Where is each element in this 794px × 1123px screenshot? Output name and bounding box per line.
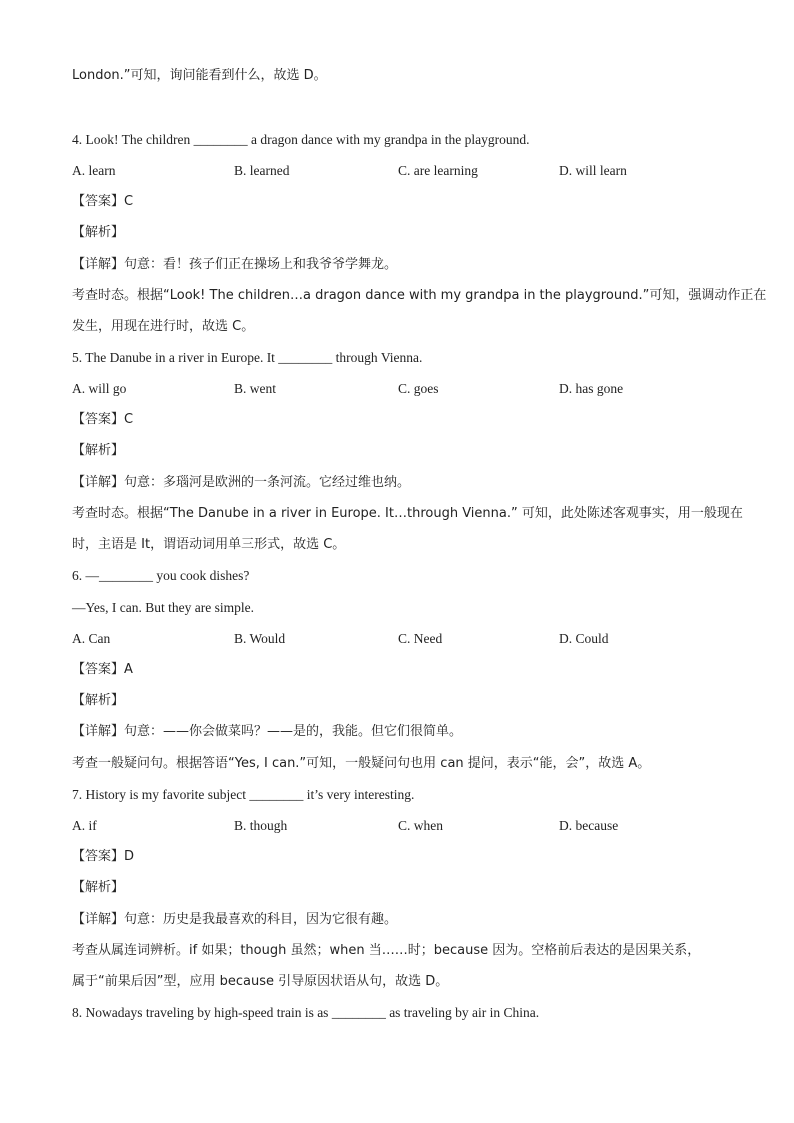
option-c: C. when — [398, 818, 443, 833]
question-5-options — [72, 380, 722, 398]
answer-label: 【答案】C — [72, 412, 134, 427]
explanation-line: 属于“前果后因”型，应用 because 引导原因状语从句，故选 D。 — [72, 974, 449, 989]
option-c: C. are learning — [398, 163, 478, 178]
explanation-line: 考查时态。根据“Look! The children…a dragon dance with my grandpa in the playground.”可知，强调动作正在 — [72, 288, 767, 303]
explanation-line: 发生，用现在进行时，故选 C。 — [72, 319, 255, 334]
question-4-options — [72, 162, 722, 180]
option-d: D. Could — [559, 631, 609, 646]
explanation-line: 【详解】句意：多瑙河是欧洲的一条河流。它经过维也纳。 — [72, 475, 411, 490]
question-8: 8. Nowadays traveling by high-speed train is as ________ as traveling by air in China. — [72, 1005, 540, 1020]
option-d: D. will learn — [559, 163, 627, 178]
answer-label: 【答案】A — [72, 662, 133, 677]
analysis-label: 【解析】 — [72, 443, 125, 458]
analysis-label: 【解析】 — [72, 225, 125, 240]
option-a: A. will go — [72, 381, 127, 396]
option-a: A. Can — [72, 631, 111, 646]
option-b: B. went — [234, 381, 276, 396]
question-7: 7. History is my favorite subject ________ it’s very interesting. — [72, 787, 415, 802]
question-4: 4. Look! The children ________ a dragon dance with my grandpa in the playground. — [72, 132, 530, 147]
question-7-options — [72, 817, 722, 835]
explanation-line: 考查从属连词辨析。if 如果；though 虽然；when 当……时；because 因为。空格前后表达的是因果关系， — [72, 943, 701, 958]
question-6-options — [72, 630, 722, 648]
explanation-line: 考查一般疑问句。根据答语“Yes, I can.”可知，一般疑问句也用 can 提问，表示“能，会”，故选 A。 — [72, 756, 651, 771]
option-d: D. has gone — [559, 381, 624, 396]
option-c: C. Need — [398, 631, 443, 646]
question-6-dialogue: —Yes, I can. But they are simple. — [72, 600, 254, 615]
option-c: C. goes — [398, 381, 439, 396]
option-d: D. because — [559, 818, 619, 833]
question-5: 5. The Danube in a river in Europe. It ________ through Vienna. — [72, 350, 423, 365]
answer-label: 【答案】D — [72, 849, 135, 864]
explanation-line: 【详解】句意：——你会做菜吗？——是的，我能。但它们很简单。 — [72, 724, 463, 739]
explanation-line: 时，主语是 It，谓语动词用单三形式，故选 C。 — [72, 537, 346, 552]
answer-label: 【答案】C — [72, 194, 134, 209]
analysis-label: 【解析】 — [72, 693, 125, 708]
option-b: B. though — [234, 818, 288, 833]
option-b: B. learned — [234, 163, 290, 178]
option-b: B. Would — [234, 631, 286, 646]
analysis-label: 【解析】 — [72, 880, 125, 895]
explanation-line: 【详解】句意：历史是我最喜欢的科目，因为它很有趣。 — [72, 912, 398, 927]
option-a: A. learn — [72, 163, 116, 178]
explanation-line: 考查时态。根据“The Danube in a river in Europe. It…through Vienna.” 可知，此处陈述客观事实，用一般现在 — [72, 506, 743, 521]
explanation-line: 【详解】句意：看！孩子们正在操场上和我爷爷学舞龙。 — [72, 257, 398, 272]
option-a: A. if — [72, 818, 97, 833]
text-line: London.”可知，询问能看到什么，故选 D。 — [72, 68, 327, 83]
question-6: 6. —________ you cook dishes? — [72, 568, 250, 583]
